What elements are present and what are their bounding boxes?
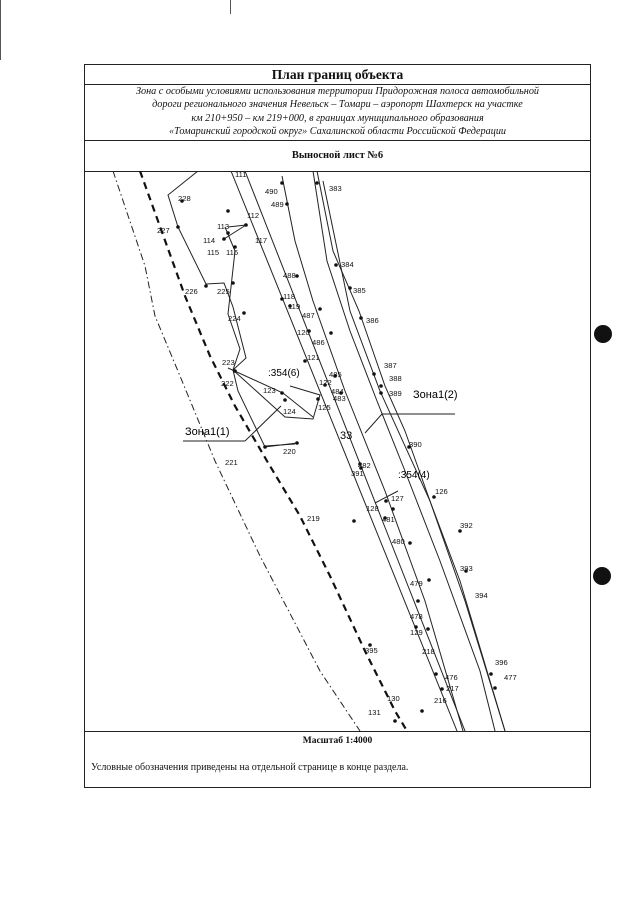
point-label: 221 xyxy=(225,458,238,467)
parcel-label-354-4: :354(4) xyxy=(398,470,430,481)
point-label: 481 xyxy=(382,515,395,524)
point-label: 222 xyxy=(221,379,234,388)
legend-note: Условные обозначения приведены на отдельной странице в конце раздела. xyxy=(91,762,409,773)
point-label: 220 xyxy=(283,447,296,456)
point-label: 391 xyxy=(351,469,364,478)
point-label: 486 xyxy=(312,338,325,347)
point-label: 120 xyxy=(297,328,310,337)
point-label: 118 xyxy=(283,292,296,301)
point-label: 217 xyxy=(446,684,459,693)
point-label: 388 xyxy=(389,374,402,383)
point-label: 116 xyxy=(226,248,239,257)
zone-leader-right-2 xyxy=(365,414,382,433)
point-label: 389 xyxy=(389,389,402,398)
point-label: 128 xyxy=(366,504,379,513)
point-label: 385 xyxy=(353,286,366,295)
point-label: 123 xyxy=(263,386,276,395)
point-label: 483 xyxy=(333,394,346,403)
road-edge-5 xyxy=(317,171,505,731)
point-label: 115 xyxy=(207,248,220,257)
point-label: 395 xyxy=(365,646,378,655)
parcel-boundary-west xyxy=(168,171,297,447)
sheet-title: Выносной лист №6 xyxy=(85,141,590,172)
point-label: 396 xyxy=(495,658,508,667)
point-label: 216 xyxy=(434,696,447,705)
point-label: 477 xyxy=(504,673,517,682)
point-label: 226 xyxy=(185,287,198,296)
point-label: 127 xyxy=(391,494,404,503)
point-label: 219 xyxy=(307,514,320,523)
punch-hole-top xyxy=(594,325,612,343)
point-label: 121 xyxy=(307,353,320,362)
point-label: 386 xyxy=(366,316,379,325)
description-line: «Томаринский городской округ» Сахалинской области Российской Федерации xyxy=(168,126,507,138)
point-label: 126 xyxy=(435,487,448,496)
point-label: 223 xyxy=(222,358,235,367)
point-label: 125 xyxy=(318,403,331,412)
document-frame xyxy=(84,64,591,788)
point-label: 393 xyxy=(460,564,473,573)
point-label: 487 xyxy=(302,311,315,320)
point-label: 131 xyxy=(368,708,381,717)
boundary-map xyxy=(85,171,590,732)
point-label: 112 xyxy=(247,211,260,220)
point-label: 478 xyxy=(410,612,423,621)
point-label: 482 xyxy=(358,461,371,470)
point-label: 218 xyxy=(422,647,435,656)
point-label: 227 xyxy=(157,226,170,235)
point-label: 384 xyxy=(341,260,354,269)
point-label: 485 xyxy=(329,370,342,379)
point-label: 129 xyxy=(410,628,423,637)
map-drawing xyxy=(85,171,590,731)
point-label: 225 xyxy=(217,287,230,296)
point-label: 383 xyxy=(329,184,342,193)
vertex-points xyxy=(176,181,497,723)
point-label: 124 xyxy=(283,407,296,416)
point-label: 489 xyxy=(271,200,284,209)
point-label: 114 xyxy=(203,236,216,245)
road-edge-4 xyxy=(313,171,495,731)
point-label: 228 xyxy=(178,194,191,203)
scan-edge-top xyxy=(230,0,231,14)
point-label: 488 xyxy=(283,271,296,280)
parcel-inner-line-3 xyxy=(265,444,295,446)
point-number-labels xyxy=(157,171,517,717)
document-title: План границ объекта xyxy=(85,65,590,85)
point-label: 392 xyxy=(460,521,473,530)
point-label: 484 xyxy=(331,387,344,396)
point-label: 479 xyxy=(410,579,423,588)
point-label: 490 xyxy=(265,187,278,196)
point-label: 224 xyxy=(228,314,241,323)
punch-hole-bottom xyxy=(593,567,611,585)
point-label: 119 xyxy=(288,302,301,311)
point-label: 111 xyxy=(235,171,247,179)
point-label: 130 xyxy=(387,694,400,703)
zone-label-1: Зона1(1) xyxy=(185,426,230,438)
map-scale: Масштаб 1:4000 xyxy=(302,736,373,746)
point-label: 476 xyxy=(445,673,458,682)
object-description xyxy=(85,84,590,141)
zone-leader-left-2 xyxy=(245,406,281,441)
parcel-label-354-6: :354(6) xyxy=(268,368,300,379)
point-label: 390 xyxy=(409,440,422,449)
point-label: 480 xyxy=(392,537,405,546)
scan-edge-left xyxy=(0,0,1,60)
point-label: 387 xyxy=(384,361,397,370)
zone-label-2: Зона1(2) xyxy=(413,389,458,401)
point-label: 122 xyxy=(319,378,332,387)
description-line: дороги регионального значения Невельск – Томари – аэропорт Шахтерск на участке xyxy=(152,99,523,111)
point-label: 113 xyxy=(217,222,230,231)
point-label: 117 xyxy=(255,236,268,245)
description-line: км 210+950 – км 219+000, в границах муниципального образования xyxy=(191,112,484,124)
description-line: Зона с особыми условиями использования территории Придорожная полоса автомобильной xyxy=(135,86,540,97)
point-label: 394 xyxy=(475,591,488,600)
parcel-label-33: 33 xyxy=(340,430,353,442)
